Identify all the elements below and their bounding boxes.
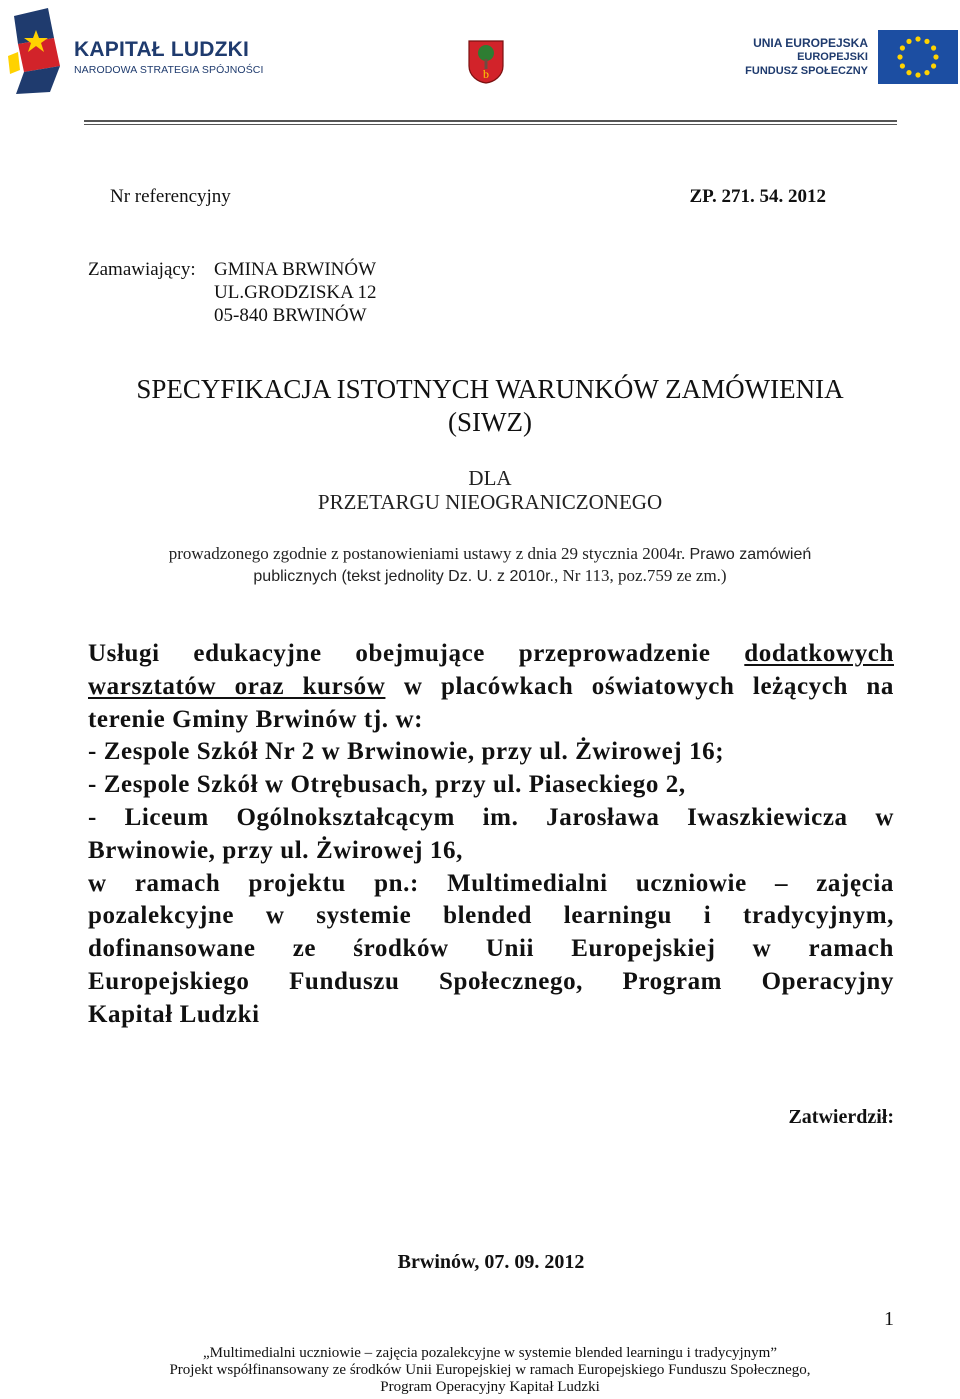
subject-line-1 (88, 638, 894, 671)
document-title-abbrev: (SIWZ) (448, 407, 532, 437)
subject-school-3: - Liceum Ogólnokształcącym im. Jarosława Iwaszkiewicza w (88, 803, 894, 831)
eu-line-1: UNIA EUROPEJSKA (753, 36, 868, 50)
eu-label (745, 36, 868, 78)
subject-project-line-3: dofinansowane ze środków Unii Europejskiej w ramach (88, 935, 894, 963)
footer-programme: Program Operacyjny Kapitał Ludzki (380, 1379, 600, 1395)
subject-project-line-2: pozalekcyjne w systemie blended learningu i tradycyjnym, (88, 902, 894, 930)
subject-school-3-cont: Brwinowie, przy ul. Żwirowej 16, (88, 836, 463, 864)
subject-line-2-text: w placówkach oświatowych leżących na (385, 672, 895, 700)
subject-line-2-underlined: warsztatów oraz kursów (88, 672, 386, 700)
header-divider (84, 120, 897, 122)
legal-basis-act-name: Prawo zamówień (689, 546, 812, 563)
legal-basis-line-1 (0, 544, 960, 564)
eu-line-3: FUNDUSZ SPOŁECZNY (745, 65, 868, 77)
legal-basis-line-2 (0, 566, 960, 586)
subject-project-line-1: w ramach projektu pn.: Multimedialni uczniowie – zajęcia (88, 869, 894, 897)
subject-school-1: - Zespole Szkół Nr 2 w Brwinowie, przy ul. Żwirowej 16; (88, 738, 725, 766)
client-street: UL.GRODZISKA 12 (214, 282, 377, 303)
reference-label: Nr referencyjny (110, 186, 231, 207)
client-label: Zamawiający: (88, 259, 196, 280)
footer-project-title: „Multimedialni uczniowie – zajęcia pozalekcyjne w systemie blended learningu i tradycyjnym” (203, 1345, 777, 1361)
subject-school-2: - Zespole Szkół w Otrębusach, przy ul. Piaseckiego 2, (88, 771, 686, 799)
subject-line-3: terenie Gminy Brwinów tj. w: (88, 705, 424, 733)
legal-basis-text-3: , Nr 113, poz.759 ze zm.) (553, 566, 727, 585)
order-subject (88, 638, 894, 1032)
title-dla: DLA (468, 466, 512, 490)
eu-line-2: EUROPEJSKI (797, 51, 868, 63)
page-footer (0, 1345, 960, 1396)
reference-number: ZP. 271. 54. 2012 (689, 186, 826, 207)
eu-flag-icon (878, 30, 958, 84)
client-block (88, 258, 377, 327)
kapital-ludzki-emblem-icon (8, 8, 68, 94)
kapital-ludzki-title: KAPITAŁ LUDZKI (74, 38, 250, 61)
tender-type: PRZETARGU NIEOGRANICZONEGO (317, 490, 663, 514)
subject-line-1-text: Usługi edukacyjne obejmujące przeprowadzenie (88, 640, 745, 667)
footer-cofinancing: Projekt współfinansowany ze środków Unii Europejskiej w ramach Europejskiego Funduszu Społecznego, (169, 1362, 811, 1378)
kapital-ludzki-logo (8, 8, 268, 94)
client-city: 05-840 BRWINÓW (214, 305, 367, 326)
client-name: GMINA BRWINÓW (214, 259, 377, 280)
kapital-ludzki-subtitle: NARODOWA STRATEGIA SPÓJNOŚCI (74, 64, 264, 76)
svg-text:b: b (483, 67, 489, 81)
approval-label: Zatwierdził: (788, 1106, 894, 1128)
subject-line-2 (88, 671, 894, 704)
brwinow-crest-icon (468, 40, 504, 84)
subject-project-line-4: Europejskiego Funduszu Społecznego, Program Operacyjny (88, 967, 894, 995)
document-title: SPECYFIKACJA ISTOTNYCH WARUNKÓW ZAMÓWIENIA (136, 374, 844, 404)
page-number: 1 (884, 1308, 894, 1330)
legal-basis-text-1: prowadzonego zgodnie z postanowieniami ustawy z dnia 29 stycznia 2004r. (168, 544, 686, 563)
subject-line-1-underlined: dodatkowych (744, 640, 894, 667)
legal-basis-text-2: publicznych (tekst jednolity Dz. U. z 2010r. (253, 568, 554, 585)
place-date: Brwinów, 07. 09. 2012 (397, 1251, 585, 1273)
header-divider-thin (84, 124, 897, 125)
subject-project-line-5: Kapitał Ludzki (88, 1000, 260, 1028)
